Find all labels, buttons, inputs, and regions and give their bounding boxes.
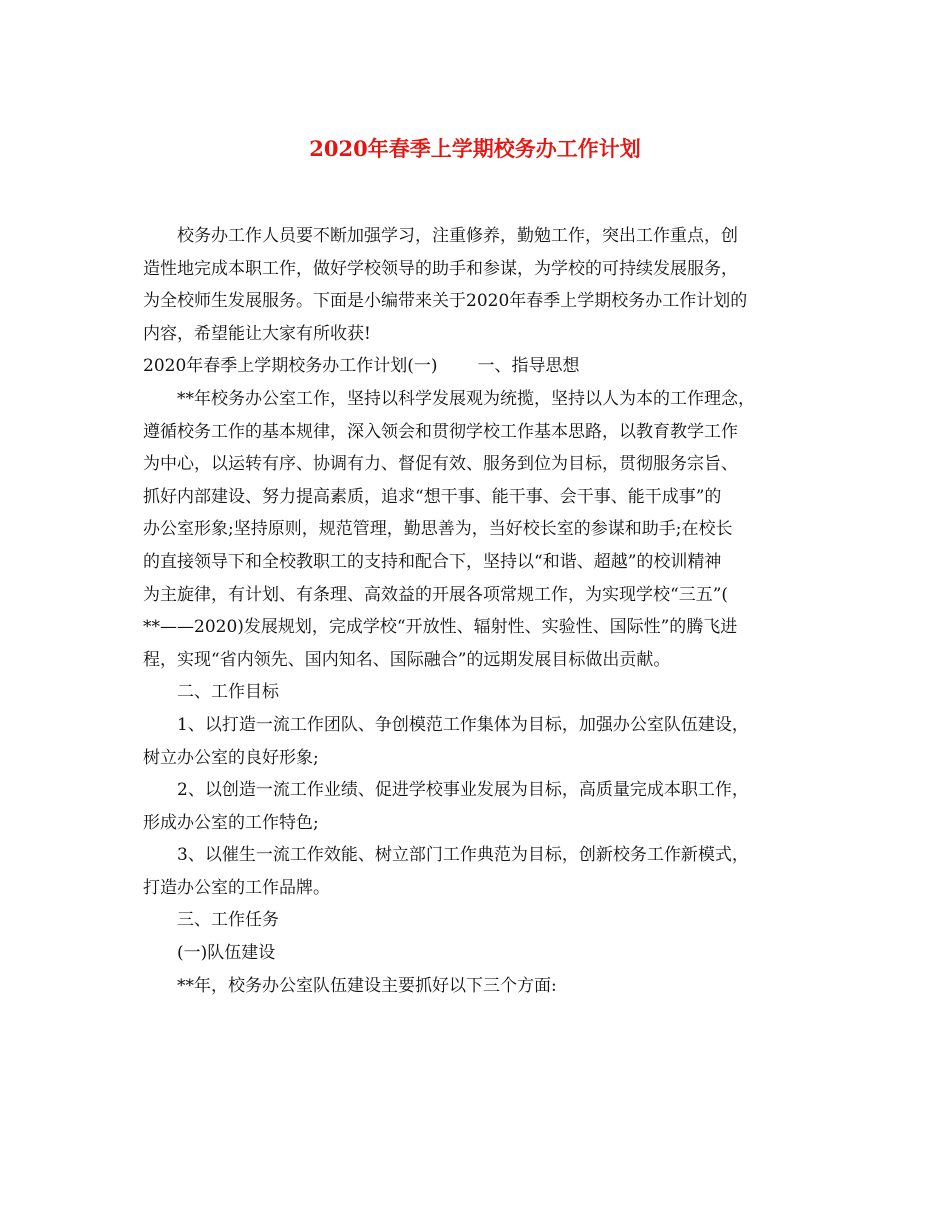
paragraph-line: 为中心，以运转有序、协调有力、督促有效、服务到位为目标，贯彻服务宗旨、 [143,454,738,475]
paragraph-line: 的直接领导下和全校教职工的支持和配合下，坚持以“和谐、超越”的校训精神 [143,551,722,572]
paragraph-line: 打造办公室的工作品牌。 [143,877,330,898]
paragraph-line: 办公室形象;坚持原则，规范管理，勤思善为，当好校长室的参谋和助手;在校长 [143,519,733,540]
paragraph-line: 校务办工作人员要不断加强学习，注重修养，勤勉工作，突出工作重点，创 [177,226,738,246]
paragraph-line: 造性地完成本职工作，做好学校领导的助手和参谋，为学校的可持续发展服务， [143,258,738,279]
paragraph-line: **年校务办公室工作，坚持以科学发展观为统揽，坚持以人为本的工作理念， [177,388,755,409]
paragraph-line: 为全校师生发展服务。下面是小编带来关于2020年春季上学期校务办工作计划的 [143,291,748,312]
paragraph-line: 抓好内部建设、努力提高素质，追求“想干事、能干事、会干事、能干成事”的 [143,486,722,507]
list-item: 2、以创造一流工作业绩、促进学校事业发展为目标，高质量完成本职工作， [177,780,749,801]
paragraph-line: 内容，希望能让大家有所收获! [143,323,371,344]
paragraph-line: 程，实现“省内领先、国内知名、国际融合”的远期发展目标做出贡献。 [143,649,671,670]
section-line [143,350,807,383]
document-body [143,220,807,1002]
subsection-heading: (一)队伍建设 [177,943,276,964]
section-plan-title: 2020年春季上学期校务办工作计划(一) [143,356,438,377]
section-heading: 三、工作任务 [177,910,279,931]
list-item: 3、以催生一流工作效能、树立部门工作典范为目标，创新校务工作新模式， [177,845,749,866]
paragraph-line: 树立办公室的良好形象; [143,747,319,768]
paragraph-line: 为主旋律，有计划、有条理、高效益的开展各项常规工作，为实现学校“三五”( [143,584,729,605]
list-item: 1、以打造一流工作团队、争创模范工作集体为目标，加强办公室队伍建设， [177,714,749,735]
paragraph-line: 遵循校务工作的基本规律，深入领会和贯彻学校工作基本思路，以教育教学工作 [143,421,738,442]
section-heading: 二、工作目标 [177,682,279,703]
paragraph-line: 形成办公室的工作特色; [143,812,319,833]
paragraph-line: **年，校务办公室队伍建设主要抓好以下三个方面: [177,975,557,996]
section-heading: 一、指导思想 [477,356,580,377]
paragraph-line: **——2020)发展规划，完成学校“开放性、辐射性、实验性、国际性”的腾飞进 [143,617,738,638]
document-title: 2020年春季上学期校务办工作计划 [309,136,641,161]
